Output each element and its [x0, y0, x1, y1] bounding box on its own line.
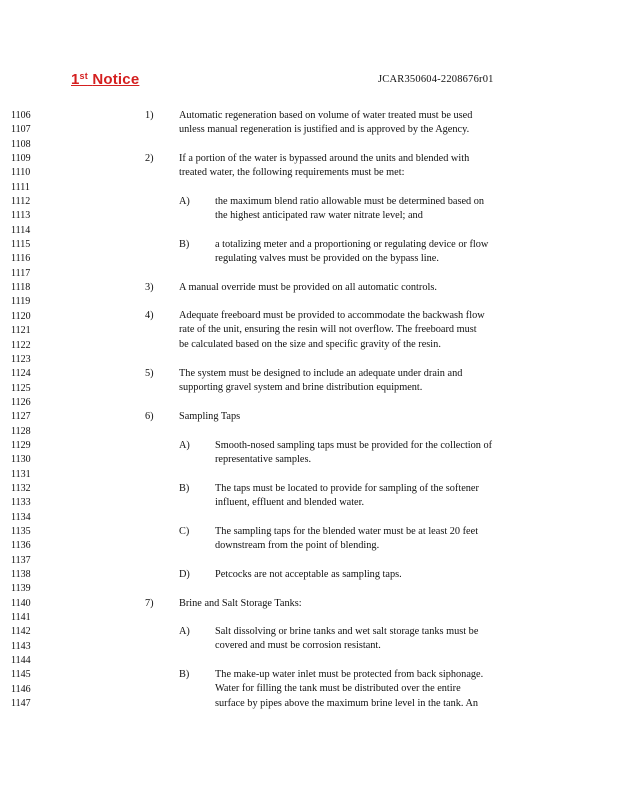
line-number: 1139: [11, 583, 31, 595]
item-text: [179, 281, 437, 295]
text-line: the highest anticipated raw water nitrate level; and: [215, 210, 423, 222]
line-number: 1127: [11, 411, 31, 423]
line-number: 1140: [11, 597, 31, 609]
text-line: be calculated based on the size and specific gravity of the resin.: [179, 338, 441, 350]
text-line: representative samples.: [215, 454, 312, 466]
line-number: 1129: [11, 439, 31, 451]
subitem-letter: A): [179, 440, 190, 451]
subitem-letter: B): [179, 483, 190, 494]
text-line: Petcocks are not acceptable as sampling taps.: [215, 569, 402, 580]
line-number: 1110: [11, 167, 31, 179]
line-number: 1119: [11, 296, 31, 308]
text-line: unless manual regeneration is justified and is approved by the Agency.: [179, 124, 470, 136]
item-number: 7): [145, 598, 154, 609]
text-line: the maximum blend ratio allowable must be determined based on: [215, 196, 485, 207]
text-line: The make-up water inlet must be protected from back siphonage.: [215, 669, 484, 680]
subitem-letter: B): [179, 669, 190, 680]
text-line: Sampling Taps: [179, 411, 241, 422]
text-line: The taps must be located to provide for sampling of the softener: [215, 483, 479, 494]
line-number: 1123: [11, 353, 31, 365]
line-number: 1135: [11, 525, 31, 537]
line-number: 1113: [11, 210, 31, 222]
line-number: 1108: [11, 138, 31, 150]
text-line: Adequate freeboard must be provided to accommodate the backwash flow: [179, 310, 485, 321]
text-line: The system must be designed to include an adequate under drain and: [179, 368, 463, 379]
item-text: [179, 309, 485, 352]
item-text: [179, 410, 240, 424]
line-number: 1133: [11, 497, 31, 509]
text-line: rate of the unit, ensuring the resin will not overflow. The freeboard must: [179, 324, 477, 336]
subitem-letter: B): [179, 239, 190, 250]
subitem-text: [215, 195, 484, 224]
text-line: Water for filling the tank must be distributed over the entire: [215, 683, 461, 695]
subitem-text: [215, 238, 488, 267]
text-line: downstream from the point of blending.: [215, 540, 380, 552]
line-number: 1115: [11, 239, 31, 251]
subitem-text: [215, 525, 478, 554]
item-text: [179, 152, 469, 181]
line-number: 1132: [11, 482, 31, 494]
line-number: 1125: [11, 382, 31, 394]
line-number: 1124: [11, 368, 31, 380]
item-text: [179, 109, 472, 138]
line-number: 1146: [11, 683, 31, 695]
line-number: 1137: [11, 554, 31, 566]
line-number: 1118: [11, 282, 31, 294]
subitem-text: [215, 568, 402, 582]
item-text: [179, 597, 302, 611]
line-number: 1141: [11, 612, 31, 624]
item-number: 2): [145, 153, 154, 164]
item-number: 3): [145, 282, 154, 293]
document-id: JCAR350604-2208676r01: [378, 74, 494, 85]
notice-header: [71, 71, 139, 88]
text-line: Automatic regeneration based on volume of water treated must be used: [179, 110, 473, 121]
line-number: 1126: [11, 396, 31, 408]
line-number: 1128: [11, 425, 31, 437]
line-number: 1120: [11, 310, 31, 322]
text-line: treated water, the following requirements must be met:: [179, 167, 405, 179]
subitem-letter: D): [179, 569, 190, 580]
line-number: 1107: [11, 124, 31, 136]
line-number: 1144: [11, 655, 31, 667]
text-line: surface by pipes above the maximum brine level in the tank. An: [215, 697, 479, 709]
subitem-letter: A): [179, 196, 190, 207]
text-line: supporting gravel system and brine distribution equipment.: [179, 382, 423, 394]
item-number: 6): [145, 411, 154, 422]
item-text: [179, 367, 462, 396]
line-number-column: [11, 109, 31, 711]
line-number: 1111: [11, 181, 30, 193]
text-line: Smooth-nosed sampling taps must be provided for the collection of: [215, 440, 493, 451]
subitem-text: [215, 625, 478, 654]
line-number: 1114: [11, 224, 31, 236]
subitem-letter: A): [179, 626, 190, 637]
line-number: 1116: [11, 253, 31, 265]
line-number: 1134: [11, 511, 31, 523]
line-number: 1122: [11, 339, 31, 351]
text-line: a totalizing meter and a proportioning or regulating device or flow: [215, 239, 489, 250]
subitem-text: [215, 439, 492, 468]
subitem-text: [215, 482, 479, 511]
item-number: 5): [145, 368, 154, 379]
text-line: If a portion of the water is bypassed around the units and blended with: [179, 153, 470, 164]
line-number: 1121: [11, 325, 31, 337]
line-number: 1143: [11, 640, 31, 652]
notice-word: Notice: [92, 71, 140, 88]
item-number: 1): [145, 110, 154, 121]
line-number: 1106: [11, 110, 31, 121]
notice-suffix: st: [79, 71, 88, 81]
subitem-text: [215, 668, 483, 711]
line-number: 1138: [11, 569, 31, 580]
text-line: covered and must be corrosion resistant.: [215, 640, 381, 652]
line-number: 1147: [11, 698, 31, 710]
subitem-letter: C): [179, 526, 190, 537]
line-number: 1109: [11, 153, 31, 165]
line-number: 1130: [11, 454, 31, 466]
text-line: A manual override must be provided on all automatic controls.: [179, 282, 437, 293]
text-line: Salt dissolving or brine tanks and wet salt storage tanks must be: [215, 626, 479, 637]
text-line: influent, effluent and blended water.: [215, 497, 365, 509]
line-number: 1142: [11, 626, 31, 638]
notice-number: 1: [71, 71, 80, 88]
line-number: 1131: [11, 468, 31, 480]
item-number: 4): [145, 310, 154, 321]
line-number: 1117: [11, 267, 31, 279]
text-line: The sampling taps for the blended water must be at least 20 feet: [215, 526, 479, 537]
text-line: regulating valves must be provided on the bypass line.: [215, 253, 439, 265]
text-line: Brine and Salt Storage Tanks:: [179, 598, 302, 609]
line-number: 1112: [11, 196, 31, 208]
line-number: 1136: [11, 540, 31, 552]
line-number: 1145: [11, 669, 31, 681]
